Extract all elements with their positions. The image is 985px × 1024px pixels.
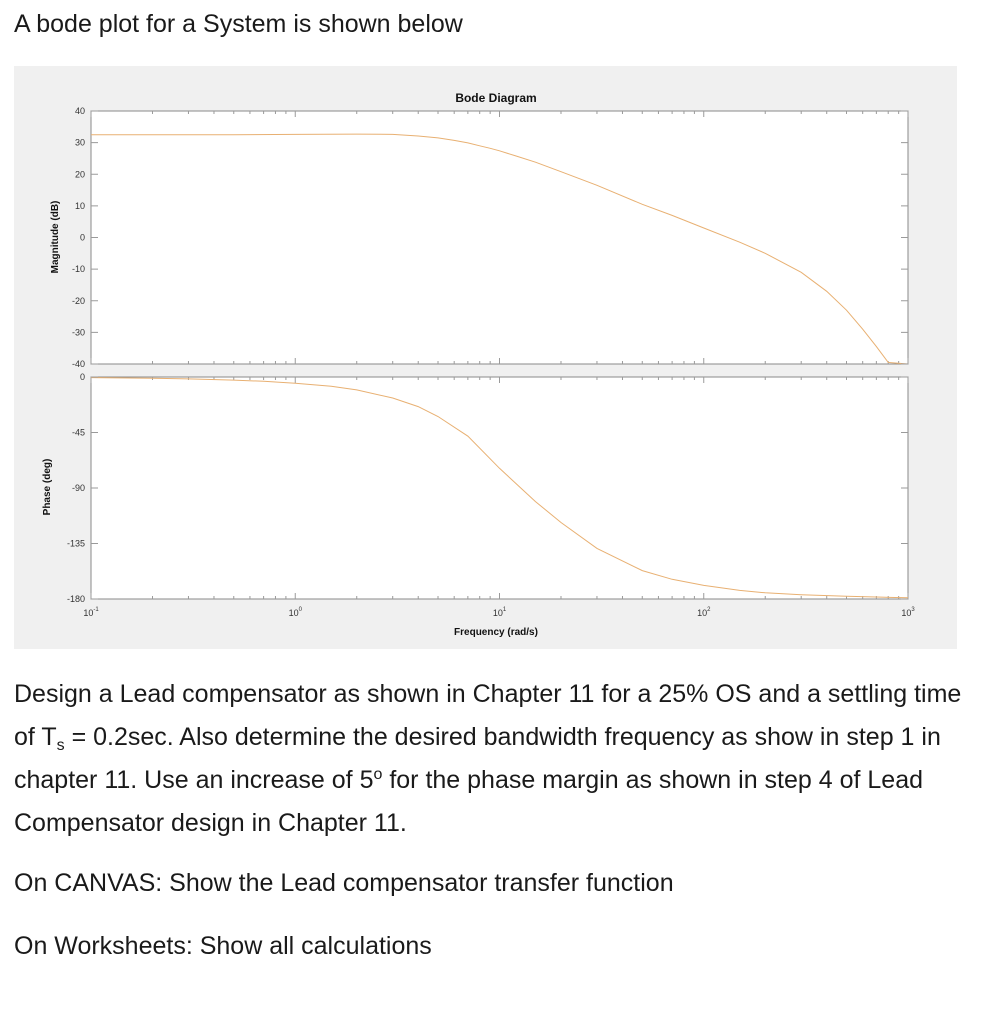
phase-y-tick-label: -180: [66, 594, 85, 604]
magnitude-y-tick-label: -30: [71, 327, 85, 338]
x-tick-label: $10^0$: [288, 607, 302, 618]
phase-axes: [91, 377, 908, 599]
magnitude-y-tick-label: -40: [71, 359, 85, 369]
chart-title: Bode Diagram: [455, 91, 537, 105]
intro-text: A bode plot for a System is shown below: [14, 10, 463, 38]
x-tick-label: $10^{-1}$: [83, 607, 99, 618]
magnitude-y-tick-label: 30: [74, 137, 85, 148]
magnitude-y-label: Magnitude (dB): [50, 200, 61, 274]
worksheet-instruction: On Worksheets: Show all calculations: [14, 932, 432, 960]
x-tick-label: $10^3$: [901, 607, 915, 618]
magnitude-y-tick-label: 20: [74, 169, 85, 180]
subscript-s: s: [56, 737, 65, 754]
phase-y-tick-label: -135: [66, 538, 85, 549]
magnitude-y-tick-label: 0: [79, 232, 85, 243]
phase-y-label: Phase (deg): [42, 458, 53, 516]
instruction-part-2: = 0.2sec. Also determine the desired bandwidth frequency as show in step 1 in chapter 11. Use an increase of 5: [14, 723, 941, 794]
bode-diagram-chart: [14, 66, 957, 649]
magnitude-axes: [91, 111, 908, 364]
canvas-instruction: On CANVAS: Show the Lead compensator transfer function: [14, 869, 674, 897]
phase-y-tick-label: -45: [71, 427, 85, 438]
magnitude-y-tick-label: 40: [74, 106, 85, 116]
x-tick-label: $10^1$: [492, 607, 507, 618]
bode-figure: [14, 66, 957, 649]
phase-y-tick-label: -90: [71, 483, 85, 493]
x-axis-label: Frequency (rad/s): [454, 627, 538, 638]
magnitude-y-tick-label: -20: [71, 295, 85, 306]
instruction-part-3: for the phase margin as shown in step 4 of Lead Compensator design in Chapter 11.: [14, 766, 924, 837]
design-instructions: [14, 673, 969, 845]
degree-superscript: o: [373, 766, 383, 783]
magnitude-y-tick-label: -10: [71, 264, 85, 275]
magnitude-y-tick-label: 10: [74, 200, 85, 211]
phase-y-tick-label: 0: [79, 372, 85, 382]
instruction-part-1: Design a Lead compensator as shown in Chapter 11 for a 25% OS and a settling time of T: [14, 680, 962, 751]
x-tick-label: $10^2$: [697, 607, 711, 618]
assignment-text: [14, 673, 969, 964]
